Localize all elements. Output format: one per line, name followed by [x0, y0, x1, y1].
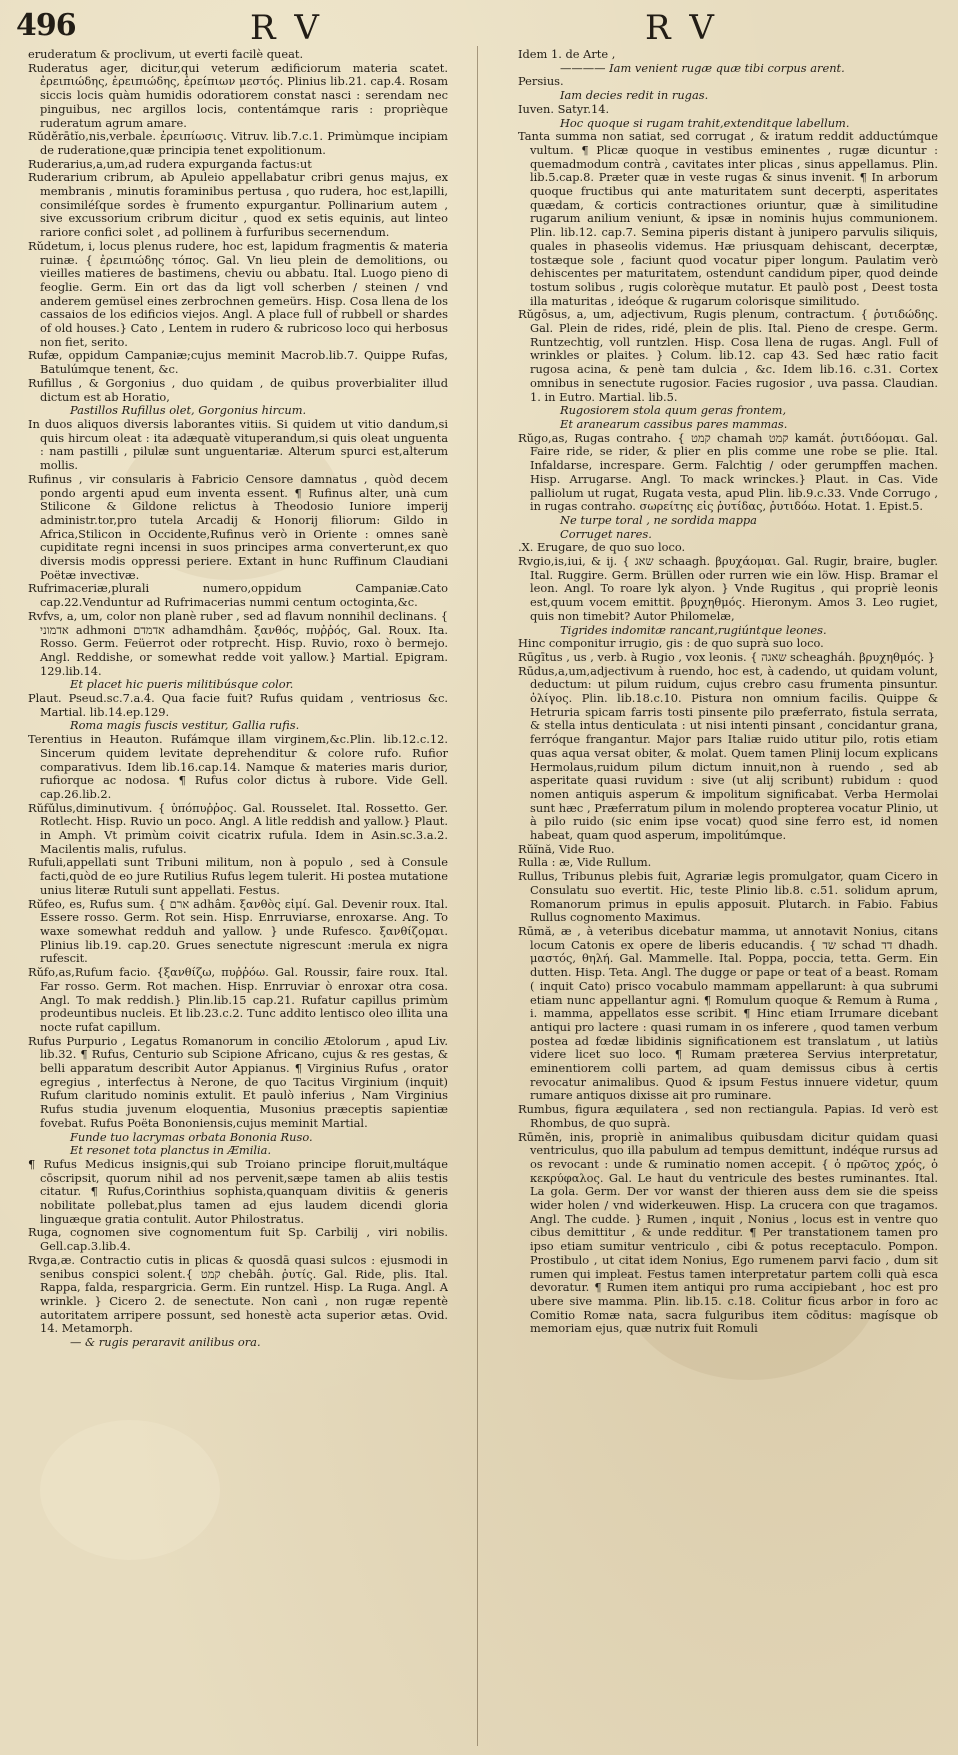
left-column [28, 48, 448, 1748]
verse-quote: Tigrides indomitæ rancant,rugiúntque leones. [560, 622, 827, 637]
dictionary-entry: Rŭgo,as, Rugas contraho. { קמט chamah קמט kamát. ῥυτιδόομαι. Gal. Faire ride, se rider, & plier en plis comme une robe se plie. Ital. Infaldarse, increspare. Germ. Falchtig / oder gerumpffen machen. Hisp. Arrugarse. Angl. To mack wrinckes.} Plaut. in Cas. Vide palliolum ut rugat, Rugata vesta, apud Plin. lib.9.c.33. Vnde Corrugo , in rugas contraho. σωρείτης εἰς ῥυτίδας, ῥυτιδόω. Hotat. 1. Epist.5. [518, 430, 938, 514]
dictionary-entry: Idem 1. de Arte , [518, 48, 616, 61]
dictionary-entry: Ruderarium cribrum, ab Apuleio appellabatur cribri genus majus, ex membranis , minutis foraminibus pertusa , quo rudera, hoc est,lapilli, consimiléſque sordes è frumento expurgantur. Pollinarium autem , sive excussorium cribrum dicitur , quod ex setis equinis, aut linteo rariore confici solet , ad pollinem à furfuribus secernendum. [28, 170, 448, 240]
dictionary-entry: Rūmă, æ , à veteribus dicebatur mamma, ut annotavit Nonius, citans locum Catonis ex opere de liberis educandis. { שד schad דד dhadh. μαστός, θηλή. Gal. Mammelle. Ital. Poppa, poccia, tetta. Germ. Ein dutten. Hisp. Teta. Angl. The dugge or pape or teat of a beast. Romam ( inquit Cato) prisco vocabulo mammam appellarunt: à qua subrumi etiam nunc appellantur agni. ¶ Romulum quoque & Remum à Ruma , i. mamma, appellatos esse scribit. ¶ Hinc etiam Irrumare dicebant antiqui pro lactere : quasi rumam in os inferere , quod tamen verbum postea ad fœdæ libidinis significationem est translatum , ut latiùs videre licet suo loco. ¶ Rumam præterea Servius interpretatur, eminentiorem colli partem, ad quam demissus cibus à certis revocatur animalibus. Quod & ipsum Festus innuere videtur, quum rumare antiquos dixisse ait pro ruminare. [518, 924, 938, 1103]
dictionary-entry: Terentius in Heauton. Rufámque illam virginem,&c.Plin. lib.12.c.12. Sincerum quidem levitate deprehenditur & colore rufo. Rufior comparativus. Idem lib.16.cap.14. Namque & materies maris durior, rufiorque ac nodosa. ¶ Rufus color dictus à rubore. Vide Gell. cap.26.lib.2. [28, 732, 448, 801]
verse-quote: Ne turpe toral , ne sordida mappa [560, 512, 757, 527]
page-header [0, 0, 958, 52]
dictionary-entry: Rŭfeo, es, Rufus sum. { ארם adhâm. ξανθὸς εἰμί. Gal. Devenir roux. Ital. Essere rosso. Germ. Rot sein. Hisp. Enrruviarse, enroxarse. Ang. To waxe somewhat redduh and yallow. } unde Rufesco. ξανθίζομαι. Plinius lib.19. cap.20. Grues senectute nigrescunt :merula ex nigra rufescit. [28, 896, 448, 966]
verse-quote: Et placet hic pueris militibúsque color. [70, 677, 294, 692]
verse-quote: Rugosiorem stola quum geras frontem, [560, 403, 787, 418]
dictionary-entry: Rŭdetum, i, locus plenus rudere, hoc est, lapidum fragmentis & materia ruinæ. { ἐρειπιώδης τόπος. Gal. Vn lieu plein de demolitions, ou vieilles matieres de bastimens, cheviu ou abbatu. Ital. Luogo pieno di feoglie. Germ. Ein ort das da ligt voll scherben / steinen / vnd anderem gemüsel eines zerbrochnen gemeürs. Hisp. Cosa llena de los cassaios de los edificios viejos. Angl. A place full of rubbell or shardes of old houses.} Cato , Lentem in rudero & rubricoso loco qui herbosus non fiet, serito. [28, 238, 448, 349]
verse-quote: Et aranearum cassibus pares mammas. [560, 416, 788, 431]
verse-quote: — & rugis peraravit anilibus ora. [70, 1335, 261, 1350]
dictionary-entry: Hinc componitur irrugio, gis : de quo suprà suo loco. [518, 636, 824, 651]
verse-quote: Roma magis fuscis vestitur, Gallia rufis. [70, 718, 300, 733]
dictionary-entry: In duos aliquos diversis laborantes vitiis. Si quidem ut vitio dandum,si quis hircum oleat : ita adæquatè vituperandum,si quis oleat unguenta : nam pastilli , pilulæ sunt unguentariæ. Alterum spurci est,alterum mollis. [28, 416, 448, 473]
dictionary-entry: Rufrimaceriæ,plurali numero,oppidum Campaniæ.Cato cap.22.Venduntur ad Rufrimacerias nummi centum octoginta,&c. [28, 581, 448, 610]
running-head-right: RV [645, 8, 734, 48]
dictionary-entry: Tanta summa non satiat, sed corrugat , & iratum reddit adductúmque vultum. ¶ Plicæ quoque in vestibus eminentes , rugæ dicuntur : quemadmodum contrà , cavitates inter plicas , sinus appellamus. Plin. lib.5.cap.8. Præter quæ in veste rugas & sinus invenit. ¶ In arborum quoque fructibus qui ante maturitatem sunt decerpti, asperitates quædam, & corticis contractiones oriuntur, quæ à similitudine rugarum anilium veniunt, & ipsæ in nominis hujus communionem. Plin. lib.12. cap.7. Semina piperis distant à junipero parvulis siliquis, quales in phaseolis videmus. Hæ priusquam dehiscant, decerptæ, tostæque sole , faciunt quod vocatur piper longum. Paulatim verò dehiscentes per maturitatem, ostendunt candidum piper, quod deinde tostum solibus , rugis colorèque mutatur. Et paulò post , Deest tosta illa maturitas , ideóque & rugarum colorisque similitudo. [518, 129, 938, 308]
dictionary-entry: Rufuli,appellati sunt Tribuni militum, non à populo , sed à Consule facti,quòd de eo jure Rutilius Rufus legem tulerit. Hi postea mutatione unius literæ Rutuli sunt appellati. Festus. [28, 855, 448, 897]
verse-quote: ———— Iam venient rugæ quæ tibi corpus arent. [560, 60, 845, 75]
dictionary-entry: Rŭĭnă, Vide Ruo. [518, 841, 615, 856]
verse-quote: Funde tuo lacrymas orbata Bononia Ruso. [70, 1129, 313, 1144]
dictionary-entry: Rŭfŭlus,diminutivum. { ὑπόπυῤῥος. Gal. Rousselet. Ital. Rossetto. Ger. Rotlecht. Hisp. Ruvio un poco. Angl. A litle reddish and yallow.} Plaut. in Amph. Vt primùm coivit cicatrix rufula. Idem in Asin.sc.3.a.2. Macilentis malis, rufulus. [28, 800, 448, 856]
right-column [518, 48, 938, 1748]
column-divider [477, 46, 478, 1746]
verse-quote: Iam decies redit in rugas. [560, 88, 709, 103]
dictionary-entry: Ruga, cognomen sive cognomentum fuit Sp. Carbilij , viri nobilis. Gell.cap.3.lib.4. [28, 1225, 448, 1254]
dictionary-entry: Ruderarius,a,um,ad rudera expurganda factus:ut [28, 156, 312, 171]
dictionary-entry: Rūdus,a,um,adjectivum à ruendo, hoc est, à cadendo, ut quidam volunt, deductum: ut pilum ruidum, cujus crebro casu frumenta pinsuntur. ὀλίγος. Plin. lib.18.c.10. Pistura non omnium facilis. Quippe & Hetruria spicam farris tosti pinsente pilo præferrato, fistula serrata, & stella intus denticulata : ut nisi intenti pinsant , concidantur grana, ferróque frangantur. Major pars Italiæ ruido utitur pilo, rotis etiam quas aqua versat obiter, & molat. Quem tamen Plinij locum explicans Hermolaus,ruidum pilum dictum innuit,non à ruendo , sed ab asperitate quasi ruvidum : sive (ut alij scribunt) rubidum : quod nomen antiquis asperum & impolitum significabat. Verba Hermolai sunt hæc , Præferratum pilum in molendo propterea vocatur Plinio, ut à pilo ruido (sic enim ipse vocat) quod sine ferro est, id nomen habeat, quam quod asperum, impolitúmque. [518, 663, 938, 843]
dictionary-entry: Rufæ, oppidum Campaniæ;cujus meminit Macrob.lib.7. Quippe Rufas, Batulúmque tenent, &c. [28, 348, 448, 377]
dictionary-entry: Rulla : æ, Vide Rullum. [518, 855, 652, 870]
dictionary-entry: Rufus Purpurio , Legatus Romanorum in concilio Ætolorum , apud Liv. lib.32. ¶ Rufus, Centurio sub Scipione Africano, cujus & res gestas, & belli apparatum describit Autor Appianus. ¶ Virginius Rufus , orator egregius , interfectus à Nerone, de quo Tacitus Virginium (inquit) Rufum claritudo nominis extulit. Et paulò inferius , Nam Virginius Rufus studia juvenum eloquentia, Musonius præceptis sapientiæ fovebat. Rufus Poëta Bononiensis,cujus meminit Martial. [28, 1033, 448, 1130]
running-head-left: RV [250, 8, 339, 48]
dictionary-entry: Rŭgōsus, a, um, adjectivum, Rugis plenum, contractum. { ῥυτιδώδης. Gal. Plein de rides, ridé, plein de plis. Ital. Pieno de crespe. Germ. Runtzechtig, voll runtzlen. Hisp. Cosa llena de rugas. Angl. Full of wrinkles or plaites. } Colum. lib.12. cap 43. Sed hæc ratio facit rugosa acina, & penè tam dulcia , &c. Idem lib.16. c.31. Cortex omnibus in senectute rugosior. Facies rugosior , uva passa. Claudian. 1. in Eutro. Martial. lib.5. [518, 307, 938, 404]
dictionary-entry: Rufillus , & Gorgonius , duo quidam , de quibus proverbialiter illud dictum est ab Horatio, [28, 375, 448, 404]
verse-quote: Hoc quoque si rugam trahit,extenditque labellum. [560, 115, 850, 130]
page-number: 496 [16, 8, 76, 43]
dictionary-entry: Persius. [518, 74, 564, 89]
dictionary-entry: Rvgio,is,iui, & ij. { שאג schaagh. βρυχάομαι. Gal. Rugir, braire, bugler. Ital. Ruggire. Germ. Brüllen oder rurren wie ein löw. Hisp. Bramar el leon. Angl. To roare lyk alyon. } Vnde Rugitus , qui propriè leonis est,quum vocem emittit. βρυχηθμός. Hieronym. Amos 3. Leo rugiet, quis non timebit? Autor Philomelæ, [518, 554, 938, 623]
dictionary-entry: .X. Erugare, de quo suo loco. [518, 540, 686, 555]
verse-quote: Pastillos Rufillus olet, Gorgonius hircum. [70, 403, 307, 418]
dictionary-entry: Ruderatus ager, dicitur,qui veterum ædificiorum materia scatet. ἐρειπιώδης, ἐρειπιώδης, ἐρείπιων μεστός. Plinius lib.21. cap.4. Rosam siccis locis quàm humidis odoratiorem constat nasci : serendam nec pinguibus, nec argillos locis, contentámque raris : proprièque ruderatum agrum amare. [28, 60, 448, 130]
dictionary-entry: Rŭfo,as,Rufum facio. {ξανθίζω, πυῤῥόω. Gal. Roussir, faire roux. Ital. Far rosso. Germ. Rot machen. Hisp. Enrruviar ò enroxar otra cosa. Angl. To mak reddish.} Plin.lib.15 cap.21. Rufatur capillus primùm prodeuntibus nucleis. Et lib.23.c.2. Tunc addito lentisco oleo illita una nocte rufat capillum. [28, 965, 448, 1034]
dictionary-entry: Rvga,æ. Contractio cutis in plicas & quosdā quasi sulcos : ejusmodi in senibus conspici solent.{ קמט chebâh. ῥυτίς. Gal. Ride, plis. Ital. Rappa, falda, respargricia. Germ. Ein runtzel. Hisp. La Ruga. Angl. A wrinkle. } Cicero 2. de senectute. Non canì , non rugæ repentè autoritatem arripere possunt, sed honestè acta superior ætas. Ovid. 14. Metamorph. [28, 1252, 448, 1336]
dictionary-entry: Rūgītus , us , verb. à Rugio , vox leonis. { שאגה scheagháh. βρυχηθμός. } [518, 649, 936, 664]
dictionary-entry: Rullus, Tribunus plebis fuit, Agrariæ legis promulgator, quam Cicero in Consulatu suo evertit. Hic, teste Plinio lib.8. c.51. solidum aprum, Romanorum primus in epulis apposuit. Plutarch. in Fabio. Fabius Rullus cognomento Maximus. [518, 869, 938, 925]
dictionary-entry: Iuven. Satyr.14. [518, 101, 610, 116]
verse-quote: Et resonet tota planctus in Æmilia. [70, 1143, 272, 1158]
dictionary-entry: Rŭdĕrātĭo,nis,verbale. ἐρειπίωσις. Vitruv. lib.7.c.1. Primùmque incipiam de ruderatione,quæ principia tenet expolitionum. [28, 129, 448, 157]
dictionary-entry: Rvfvs, a, um, color non planè ruber , sed ad flavum nonnihil declinans. { אדמוני adhmoni אדמדם adhamdhâm. ξανθός, πυῤῥός, Gal. Roux. Ita. Rosso. Germ. Feüerrot oder rotprecht. Hisp. Ruvio, roxo ò bermejo. Angl. Reddishe, or somewhat redde voit yallow.} Martial. Epigram. 129.lib.14. [28, 608, 448, 678]
dictionary-entry: Rufinus , vir consularis à Fabricio Censore damnatus , quòd decem pondo argenti apud eum inventa essent. ¶ Rufinus alter, unà cum Stilicone & Gildone relictus à Theodosio Iuniore imperij administr.tor,pro tutela Arcadij & Honorij filiorum: Gildo in Africa,Stilicon in Occidente,Rufinus verò in Oriente : omnes sanè cupiditate regni incensi in suos principes arma converterunt,ex quo diversis modis oppressi periere. Extant in hunc Ruffinum Claudiani Poëtæ invectivæ. [28, 471, 448, 582]
dictionary-entry: Rūmĕn, inis, propriè in animalibus quibusdam dicitur quidam quasi ventriculus, quo illa pabulum ad tempus demittunt, indéque rursus ad os revocant : unde & ruminatio nomen accepit. { ὁ πρῶτος χρός, ὁ κεκρύφαλος. Gal. Le haut du ventricule des bestes ruminantes. Ital. La gola. Germ. Der vor wanst der thieren auss dem sie die speiss wider holen / vnd widerkeuwen. Hisp. La crucera con que tragamos. Angl. The cudde. } Rumen , inquit , Nonius , locus est in ventre quo cibus demittitur , & unde redditur. ¶ Per transtationem tamen pro ipso etiam sumitur ventriculo , cibi & potus receptaculo. Pompon. Prostibulo , ut citat idem Nonius, Ego rumenem parvi facio , dum sit rumen qui impleat. Festus tamen interpretatur partem colli quà esca devoratur. ¶ Rumen item antiqui pro ruma accipiebant , hoc est pro ubere sive mamma. Plin. lib.15. c.18. Colitur ficus arbor in foro ac Comitio Romæ nata, sacra fulguribus item cōditus: magísque ob memoriam ejus, quæ nutrix fuit Romuli [518, 1129, 938, 1336]
verse-quote: Corruget nares. [560, 526, 652, 541]
dictionary-entry: Plaut. Pseud.sc.7.a.4. Qua facie fuit? Rufus quidam , ventriosus &c. Martial. lib.14.ep.129. [28, 691, 448, 719]
dictionary-entry: ¶ Rufus Medicus insignis,qui sub Troiano principe floruit,multáque cōscripsit, quorum nihil ad nos pervenit,sæpe tamen ab aliis testis citatur. ¶ Rufus,Corinthius sophista,quanquam divitiis & generis nobilitate pollebat,plus tamen ad ejus laudem dicendi gloria linguæque gratia contulit. Autor Philostratus. [28, 1156, 448, 1226]
dictionary-entry: eruderatum & proclivum, ut everti facilè queat. [28, 48, 304, 61]
dictionary-entry: Rumbus, figura æquilatera , sed non rectiangula. Papias. Id verò est Rhombus, de quo suprà. [518, 1102, 938, 1130]
